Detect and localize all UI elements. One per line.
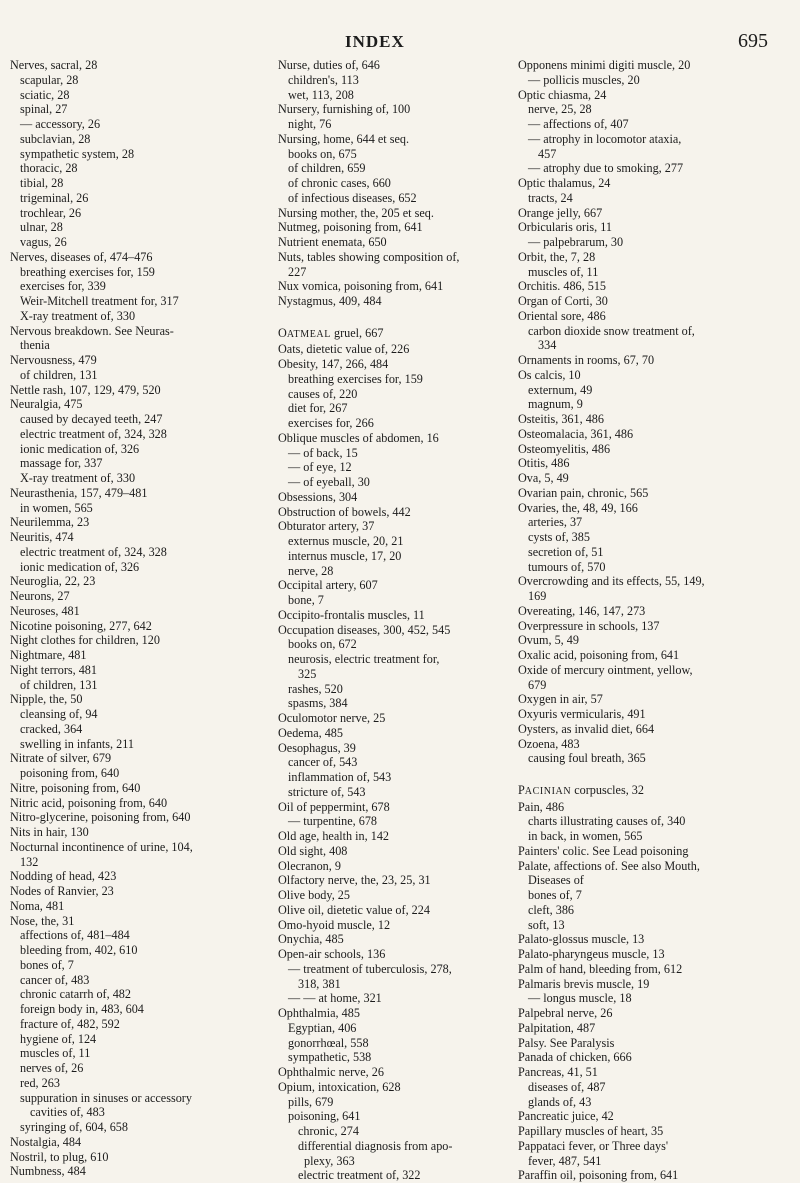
index-entry: Osteomyelitis, 486	[518, 441, 611, 456]
index-entry: Omo-hyoid muscle, 12	[278, 917, 391, 932]
index-entry: night, 76	[288, 117, 332, 131]
index-entry: Orbit, the, 7, 28	[518, 249, 596, 264]
index-entry: Oil of peppermint, 678	[278, 799, 390, 814]
index-entry: scapular, 28	[20, 72, 79, 87]
index-entry: Ophthalmia, 485	[278, 1006, 360, 1020]
index-entry: 334	[538, 338, 557, 353]
index-entry-text: corpuscles, 32	[574, 782, 644, 797]
section-heading-initial: O	[278, 325, 287, 340]
index-entry: diseases of, 487	[528, 1079, 606, 1094]
index-entry: 169	[528, 589, 547, 603]
index-entry: children's, 113	[288, 72, 359, 87]
index-entry: bones of, 7	[20, 957, 74, 972]
index-entry: Opponens minimi digiti muscle, 20	[518, 58, 691, 72]
index-entry: thenia	[20, 338, 50, 353]
index-entry: bones of, 7	[528, 888, 582, 902]
index-entry: Olfactory nerve, the, 23, 25, 31	[278, 873, 431, 888]
index-entry: nerves of, 26	[20, 1061, 84, 1075]
index-entry: Papillary muscles of heart, 35	[518, 1124, 664, 1138]
index-entry: Weir-Mitchell treatment for, 317	[20, 294, 179, 308]
index-entry: massage for, 337	[20, 456, 103, 471]
index-entry: sympathetic system, 28	[20, 146, 135, 161]
index-entry: differential diagnosis from apo-	[298, 1138, 453, 1153]
index-entry: Overpressure in schools, 137	[518, 618, 660, 633]
index-entry: Oxide of mercury ointment, yellow,	[518, 662, 693, 677]
index-entry: pills, 679	[288, 1094, 334, 1109]
index-entry: rashes, 520	[288, 681, 343, 696]
index-entry: Nitre, poisoning from, 640	[10, 780, 141, 795]
index-entry: Nursing mother, the, 205 et seq.	[278, 205, 434, 220]
index-entry: tumours of, 570	[528, 559, 606, 574]
index-entry: Obsessions, 304	[278, 489, 358, 504]
section-heading-initial: P	[518, 782, 525, 797]
index-entry: X-ray treatment of, 330	[20, 471, 136, 485]
index-entry: Occupation diseases, 300, 452, 545	[278, 622, 451, 637]
index-entry: swelling in infants, 211	[20, 736, 134, 751]
index-entry: bleeding from, 402, 610	[20, 943, 138, 957]
index-entry: 318, 381	[298, 976, 341, 991]
index-entry: Occipital artery, 607	[278, 578, 378, 593]
index-entry: muscles of, 11	[528, 264, 599, 279]
index-entry: diet for, 267	[288, 401, 348, 416]
page-title: INDEX	[345, 32, 405, 51]
index-entry: Neurasthenia, 157, 479–481	[10, 485, 148, 500]
section-heading	[518, 783, 571, 797]
index-entry: Nightmare, 481	[10, 648, 87, 662]
index-entry: Obturator artery, 37	[278, 519, 375, 534]
index-entry: foreign body in, 483, 604	[20, 1002, 144, 1016]
index-entry: Orbicularis oris, 11	[518, 220, 612, 235]
index-entry: Nose, the, 31	[10, 913, 75, 928]
index-entry: Optic chiasma, 24	[518, 87, 607, 102]
index-entry: Nursery, furnishing of, 100	[278, 102, 411, 117]
index-column-3	[518, 58, 790, 1183]
index-entry: — turpentine, 678	[288, 814, 378, 829]
index-entry: causes of, 220	[288, 386, 358, 401]
index-entry-text: gruel, 667	[334, 325, 384, 340]
index-entry: causing foul breath, 365	[528, 751, 646, 766]
index-entry: subclavian, 28	[20, 131, 91, 146]
index-entry: neurosis, electric treatment for,	[288, 652, 440, 666]
index-entry: Oxyuris vermicularis, 491	[518, 707, 646, 721]
index-entry: spasms, 384	[288, 696, 348, 711]
index-entry: nerve, 28	[288, 563, 334, 578]
index-entry: Nutrient enemata, 650	[278, 235, 387, 249]
index-entry: stricture of, 543	[288, 784, 366, 799]
index-entry: Oculomotor nerve, 25	[278, 711, 386, 725]
index-entry: Os calcis, 10	[518, 367, 581, 382]
index-entry: Painters' colic. See Lead poisoning	[518, 843, 689, 858]
index-entry: Pancreas, 41, 51	[518, 1065, 598, 1079]
index-entry: Occipito-frontalis muscles, 11	[278, 607, 425, 622]
index-entry: carbon dioxide snow treatment of,	[528, 323, 695, 338]
index-entry: Onychia, 485	[278, 932, 344, 947]
index-entry: electric treatment of, 324, 328	[20, 544, 167, 559]
index-column-2	[278, 58, 510, 1183]
index-entry: trigeminal, 26	[20, 190, 89, 205]
index-entry: Olive body, 25	[278, 888, 350, 902]
section-heading	[278, 326, 331, 340]
index-entry: books on, 675	[288, 146, 357, 161]
index-entry: Ovum, 5, 49	[518, 633, 579, 648]
index-entry: Nitro-glycerine, poisoning from, 640	[10, 810, 191, 825]
index-entry: sciatic, 28	[20, 87, 70, 102]
index-entry: Nerves, diseases of, 474–476	[10, 249, 153, 264]
index-entry: spinal, 27	[20, 102, 68, 117]
index-entry: thoracic, 28	[20, 161, 78, 176]
index-entry: Ophthalmic nerve, 26	[278, 1065, 384, 1079]
index-entry: poisoning from, 640	[20, 766, 120, 780]
index-entry: Ovarian pain, chronic, 565	[518, 485, 649, 500]
index-entry: — — at home, 321	[288, 991, 382, 1006]
index-entry: Osteitis, 361, 486	[518, 412, 604, 426]
index-entry: Night clothes for children, 120	[10, 633, 160, 648]
index-entry: Olive oil, dietetic value of, 224	[278, 902, 430, 917]
index-entry: Night terrors, 481	[10, 662, 97, 677]
index-entry: Pain, 486	[518, 799, 565, 814]
index-entry: cleft, 386	[528, 902, 575, 917]
index-entry	[518, 766, 790, 781]
index-entry: Palpebral nerve, 26	[518, 1006, 613, 1020]
index-entry: glands of, 43	[528, 1094, 592, 1109]
index-entry: Nursing, home, 644 et seq.	[278, 131, 409, 146]
index-entry: red, 263	[20, 1075, 60, 1090]
index-entry: hygiene of, 124	[20, 1031, 97, 1046]
index-entry: Nipple, the, 50	[10, 692, 83, 707]
index-entry: Ornaments in rooms, 67, 70	[518, 353, 655, 367]
index-entry: externum, 49	[528, 382, 593, 397]
index-entry: cysts of, 385	[528, 530, 590, 544]
index-entry: internus muscle, 17, 20	[288, 548, 402, 563]
index-entry: Orchitis. 486, 515	[518, 279, 607, 294]
index-entry: Nuts, tables showing composition of,	[278, 249, 460, 264]
index-entry: Palm of hand, bleeding from, 612	[518, 961, 683, 976]
index-entry: Nerves, sacral, 28	[10, 58, 98, 72]
section-heading-rest: ATMEAL	[286, 328, 331, 340]
index-entry: ulnar, 28	[20, 220, 63, 235]
index-entry: tracts, 24	[528, 190, 573, 205]
index-entry: — of back, 15	[288, 445, 358, 460]
index-entry: Oxalic acid, poisoning from, 641	[518, 648, 680, 662]
index-entry	[518, 783, 790, 800]
section-heading-rest: ACINIAN	[524, 785, 572, 797]
index-entry: Opium, intoxication, 628	[278, 1079, 401, 1094]
index-entry: breathing exercises for, 159	[288, 371, 423, 386]
index-entry: ionic medication of, 326	[20, 559, 140, 574]
page-header	[0, 30, 800, 60]
index-entry: — of eyeball, 30	[288, 475, 370, 489]
index-entry: wet, 113, 208	[288, 87, 354, 102]
index-entry: — treatment of tuberculosis, 278,	[288, 961, 452, 976]
index-entry: tibial, 28	[20, 176, 64, 190]
index-entry: inflammation of, 543	[288, 770, 392, 784]
index-entry: Nodding of head, 423	[10, 869, 117, 884]
index-entry: Oxygen in air, 57	[518, 692, 603, 707]
index-entry: Oats, dietetic value of, 226	[278, 342, 410, 357]
index-entry: Nervous breakdown. See Neuras-	[10, 323, 174, 338]
index-entry: Palate, affections of. See also Mouth,	[518, 858, 700, 873]
index-entry: Pappataci fever, or Three days'	[518, 1138, 669, 1153]
index-entry: Nervousness, 479	[10, 353, 97, 367]
index-entry: of chronic cases, 660	[288, 176, 391, 190]
index-entry: in women, 565	[20, 500, 93, 515]
index-entry: chronic, 274	[298, 1124, 359, 1138]
index-column-1	[10, 58, 262, 1179]
index-entry: 325	[298, 666, 317, 681]
index-entry: of children, 131	[20, 677, 98, 692]
index-entry: Nystagmus, 409, 484	[278, 294, 382, 308]
index-entry: — of eye, 12	[288, 460, 352, 475]
index-entry: Noma, 481	[10, 898, 65, 913]
index-entry: Nicotine poisoning, 277, 642	[10, 618, 152, 633]
index-entry: affections of, 481–484	[20, 928, 130, 943]
index-entry: Numbness, 484	[10, 1164, 86, 1179]
index-entry: Palpitation, 487	[518, 1020, 596, 1035]
index-entry: Open-air schools, 136	[278, 947, 386, 961]
index-entry: arteries, 37	[528, 515, 583, 530]
index-entry: Nodes of Ranvier, 23	[10, 884, 114, 898]
index-entry: Osteomalacia, 361, 486	[518, 426, 634, 441]
index-entry: of infectious diseases, 652	[288, 190, 417, 205]
index-entry: suppuration in sinuses or accessory	[20, 1090, 192, 1105]
index-entry: Panada of chicken, 666	[518, 1050, 632, 1065]
index-entry: Overcrowding and its effects, 55, 149,	[518, 574, 705, 589]
index-entry: Neurons, 27	[10, 589, 70, 603]
index-entry: Paraffin oil, poisoning from, 641	[518, 1168, 679, 1183]
index-entry: — longus muscle, 18	[528, 991, 632, 1006]
index-entry: of children, 131	[20, 367, 98, 382]
index-entry: Overeating, 146, 147, 273	[518, 603, 646, 618]
index-entry: Nettle rash, 107, 129, 479, 520	[10, 382, 161, 397]
index-entry: of children, 659	[288, 161, 366, 176]
index-entry: trochlear, 26	[20, 205, 82, 220]
index-entry: Palsy. See Paralysis	[518, 1035, 615, 1050]
index-entry: plexy, 363	[304, 1153, 355, 1168]
index-entry: Old sight, 408	[278, 843, 348, 858]
index-entry: secretion of, 51	[528, 544, 604, 559]
index-entry: Olecranon, 9	[278, 858, 341, 873]
index-entry: Neuralgia, 475	[10, 397, 83, 412]
index-entry: Oriental sore, 486	[518, 308, 606, 323]
index-entry: Nostalgia, 484	[10, 1134, 82, 1149]
index-entry: 132	[20, 854, 39, 869]
index-entry: nerve, 25, 28	[528, 102, 592, 117]
index-entry: fever, 487, 541	[528, 1153, 602, 1168]
index-entry: chronic catarrh of, 482	[20, 987, 131, 1002]
index-entry: Oedema, 485	[278, 725, 343, 740]
index-entry: Optic thalamus, 24	[518, 176, 611, 190]
index-entry: Palmaris brevis muscle, 19	[518, 976, 650, 991]
index-entry: — accessory, 26	[20, 117, 101, 131]
index-entry: — atrophy due to smoking, 277	[528, 161, 684, 176]
index-entry: books on, 672	[288, 637, 357, 652]
index-entry: cracked, 364	[20, 721, 83, 736]
index-entry: Neurilemma, 23	[10, 515, 90, 530]
index-entry: Palato-pharyngeus muscle, 13	[518, 947, 665, 961]
index-entry: Nitric acid, poisoning from, 640	[10, 795, 168, 810]
index-entry: Nutmeg, poisoning from, 641	[278, 220, 423, 235]
index-entry: Old age, health in, 142	[278, 829, 390, 843]
index-entry: Obstruction of bowels, 442	[278, 504, 411, 519]
index-entry: Nurse, duties of, 646	[278, 58, 380, 72]
index-entry: cavities of, 483	[30, 1105, 105, 1120]
index-entry: Oysters, as invalid diet, 664	[518, 721, 655, 736]
index-entry: 679	[528, 677, 547, 692]
index-entry: — pollicis muscles, 20	[528, 72, 640, 87]
index-entry: magnum, 9	[528, 397, 583, 412]
index-entry: sympathetic, 538	[288, 1050, 372, 1065]
index-entry: Palato-glossus muscle, 13	[518, 932, 645, 947]
index-entry: Nits in hair, 130	[10, 825, 89, 839]
index-entry: Oesophagus, 39	[278, 740, 356, 755]
index-entry: vagus, 26	[20, 235, 67, 249]
index-entry: Diseases of	[528, 873, 584, 888]
index-entry	[278, 326, 510, 343]
index-entry: Ozoena, 483	[518, 736, 580, 751]
index-entry: — atrophy in locomotor ataxia,	[528, 131, 682, 146]
index-columns	[0, 58, 800, 1183]
index-entry: cleansing of, 94	[20, 707, 98, 721]
index-entry: caused by decayed teeth, 247	[20, 412, 163, 426]
index-entry: Neuroglia, 22, 23	[10, 574, 96, 589]
index-entry: Organ of Corti, 30	[518, 294, 608, 308]
index-entry: bone, 7	[288, 593, 324, 607]
index-entry: Neuritis, 474	[10, 530, 74, 544]
index-entry: X-ray treatment of, 330	[20, 308, 136, 323]
index-entry: Orange jelly, 667	[518, 205, 603, 220]
index-entry: cancer of, 483	[20, 972, 90, 987]
index-entry: charts illustrating causes of, 340	[528, 814, 686, 829]
index-entry	[278, 309, 510, 324]
index-entry: electric treatment of, 322	[298, 1168, 421, 1183]
index-entry: externus muscle, 20, 21	[288, 534, 404, 548]
index-entry: electric treatment of, 324, 328	[20, 426, 167, 441]
index-entry: Oblique muscles of abdomen, 16	[278, 430, 439, 445]
index-entry: Nitrate of silver, 679	[10, 751, 112, 766]
index-entry: Nocturnal incontinence of urine, 104,	[10, 839, 193, 854]
index-entry: exercises for, 266	[288, 416, 374, 430]
index-entry: — palpebrarum, 30	[528, 235, 624, 249]
index-entry: 457	[538, 146, 557, 161]
index-entry: ionic medication of, 326	[20, 441, 140, 456]
index-entry: Nux vomica, poisoning from, 641	[278, 279, 444, 294]
index-entry: Otitis, 486	[518, 456, 570, 471]
index-entry: Neuroses, 481	[10, 603, 80, 618]
index-entry: Egyptian, 406	[288, 1020, 357, 1035]
index-entry: Pancreatic juice, 42	[518, 1109, 614, 1124]
index-entry: exercises for, 339	[20, 279, 106, 294]
index-entry: — affections of, 407	[528, 117, 629, 131]
index-entry: cancer of, 543	[288, 755, 358, 770]
index-entry: Obesity, 147, 266, 484	[278, 357, 389, 371]
index-entry: Nostril, to plug, 610	[10, 1149, 109, 1164]
page-number: 695	[738, 30, 768, 52]
index-entry: breathing exercises for, 159	[20, 264, 155, 279]
index-entry: 227	[288, 264, 307, 279]
index-entry: muscles of, 11	[20, 1046, 91, 1061]
index-entry: Ova, 5, 49	[518, 471, 569, 485]
index-entry: in back, in women, 565	[528, 829, 643, 843]
index-entry: poisoning, 641	[288, 1109, 361, 1124]
index-entry: Ovaries, the, 48, 49, 166	[518, 500, 638, 515]
index-entry: gonorrhœal, 558	[288, 1035, 369, 1050]
index-entry: soft, 13	[528, 917, 565, 932]
index-entry: fracture of, 482, 592	[20, 1016, 120, 1031]
index-entry: syringing of, 604, 658	[20, 1120, 128, 1134]
